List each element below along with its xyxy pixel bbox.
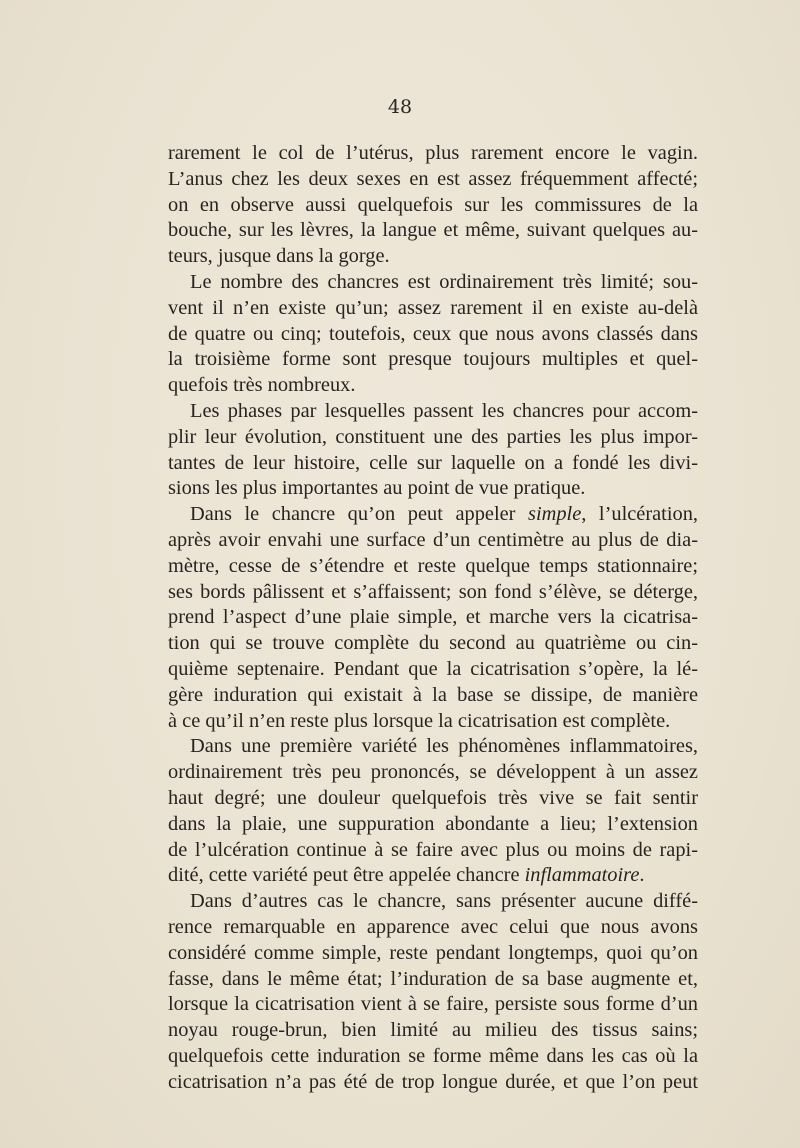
text-line: on en observe aussi quelquefois sur les commissures de la — [168, 193, 698, 216]
text-line: sions les plus importantes au point de vue pratique. — [168, 477, 586, 500]
text-line: dans la plaie, une suppuration abondante a lieu; l’extension — [168, 812, 698, 835]
text-line: à ce qu’il n’en reste plus lorsque la cicatrisation est complète. — [168, 709, 671, 732]
text-line: tion qui se trouve complète du second au quatrième ou cin- — [168, 632, 698, 655]
text-line: quième septenaire. Pendant que la cicatrisation s’opère, la lé- — [168, 657, 698, 680]
text-line: de l’ulcération continue à se faire avec plus ou moins de rapi- — [168, 838, 698, 861]
text-line: teurs, jusque dans la gorge. — [168, 245, 390, 268]
body-text — [168, 141, 698, 1095]
text-line: mètre, cesse de s’étendre et reste quelque temps stationnaire; — [168, 554, 698, 577]
text-line: Dans une première variété les phénomènes inflammatoires, — [190, 735, 698, 758]
text-line: lorsque la cicatrisation vient à se faire, persiste sous forme d’un — [168, 993, 698, 1016]
text-line: Le nombre des chancres est ordinairement très limité; sou- — [190, 270, 698, 293]
text-line: Dans le chancre qu’on peut appeler simple, l’ulcération, — [190, 503, 698, 526]
text-line: rence remarquable en apparence avec celui que nous avons — [168, 915, 698, 938]
text-line: quelquefois cette induration se forme même dans les cas où la — [168, 1044, 698, 1067]
text-line: bouche, sur les lèvres, la langue et même, suivant quelques au- — [168, 219, 698, 242]
text-line: vent il n’en existe qu’un; assez rarement il en existe au-delà — [168, 296, 698, 319]
text-line: rarement le col de l’utérus, plus rarement encore le vagin. — [168, 142, 698, 164]
text-line: gère induration qui existait à la base se dissipe, de manière — [168, 683, 698, 706]
text-line: ordinairement très peu prononcés, se développent à un assez — [168, 761, 698, 784]
text-line: dité, cette variété peut être appelée chancre inflammatoire. — [168, 864, 645, 887]
page-number: 48 — [387, 96, 413, 118]
text-line: plir leur évolution, constituent une des parties les plus impor- — [168, 425, 698, 448]
text-line: après avoir envahi une surface d’un centimètre au plus de dia- — [168, 528, 698, 551]
text-line: haut degré; une douleur quelquefois très vive se fait sentir — [168, 786, 698, 809]
text-line: noyau rouge-brun, bien limité au milieu des tissus sains; — [168, 1019, 698, 1042]
text-line: cicatrisation n’a pas été de trop longue durée, et que l’on peut — [168, 1070, 698, 1093]
text-line: de quatre ou cinq; toutefois, ceux que nous avons classés dans — [168, 322, 698, 345]
text-line: L’anus chez les deux sexes en est assez fréquemment affecté; — [168, 167, 698, 190]
text-line: la troisième forme sont presque toujours multiples et quel- — [168, 348, 698, 371]
text-line: ses bords pâlissent et s’affaissent; son fond s’élève, se déterge, — [168, 580, 698, 603]
text-line: prend l’aspect d’une plaie simple, et marche vers la cicatrisa- — [168, 606, 698, 629]
text-line: Les phases par lesquelles passent les chancres pour accom- — [190, 399, 698, 422]
text-line: considéré comme simple, reste pendant longtemps, quoi qu’on — [168, 941, 698, 964]
text-line: fasse, dans le même état; l’induration de sa base augmente et, — [168, 967, 698, 990]
text-line: tantes de leur histoire, celle sur laquelle on a fondé les divi- — [168, 451, 698, 474]
text-line: quefois très nombreux. — [168, 374, 356, 397]
text-line: Dans d’autres cas le chancre, sans présenter aucune diffé- — [190, 890, 698, 913]
